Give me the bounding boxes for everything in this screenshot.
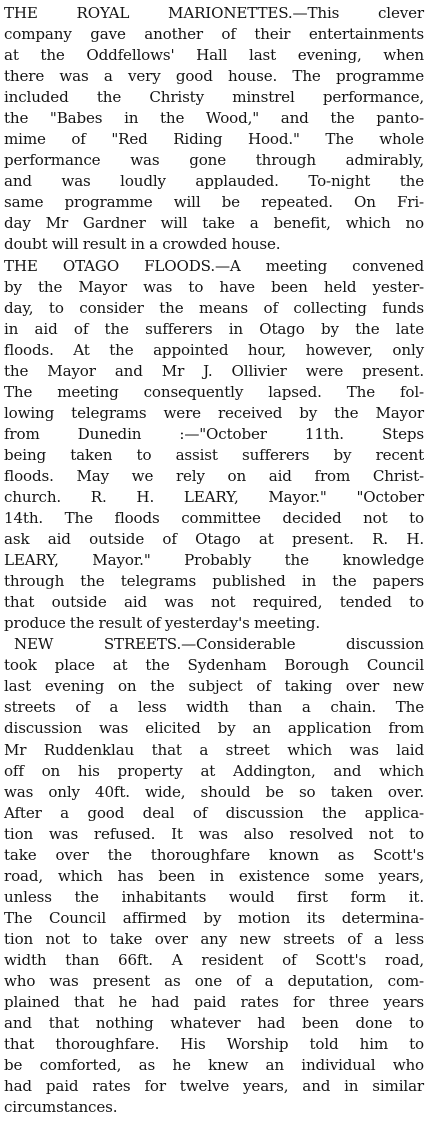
text-line: road, which has been in existence some years,: [4, 867, 424, 885]
text-line: width than 66ft. A resident of Scott's road,: [4, 951, 424, 969]
text-line: floods. May we rely on aid from Christ-: [4, 467, 424, 485]
text-line: by the Mayor was to have been held yester-: [4, 278, 424, 296]
text-line: After a good deal of discussion the applica-: [4, 804, 424, 822]
text-line: that thoroughfare. His Worship told him to: [4, 1035, 424, 1053]
text-line: and that nothing whatever had been done to: [4, 1014, 424, 1032]
text-line: produce the result of yesterday's meeting.: [4, 614, 321, 632]
text-line: 14th. The floods committee decided not to: [4, 509, 424, 527]
text-line: THE ROYAL MARIONETTES.—This clever: [4, 4, 424, 22]
text-line: be comforted, as he knew an individual who: [4, 1056, 424, 1074]
text-line: performance was gone through admirably,: [4, 151, 424, 169]
text-line: off on his property at Addington, and which: [4, 762, 424, 780]
text-line: had paid rates for twelve years, and in similar: [4, 1077, 424, 1095]
text-line: lowing telegrams were received by the Mayor: [4, 404, 424, 422]
text-line: through the telegrams published in the papers: [4, 572, 424, 590]
text-line: that outside aid was not required, tended to: [4, 593, 424, 611]
text-line: day, to consider the means of collecting funds: [4, 299, 424, 317]
text-line: LEARY, Mayor." Probably the knowledge: [4, 551, 424, 569]
text-line: The Council affirmed by motion its determina-: [4, 909, 424, 927]
text-line: streets of a less width than a chain. The: [4, 698, 424, 716]
text-line: mime of "Red Riding Hood." The whole: [4, 130, 424, 148]
text-line: in aid of the sufferers in Otago by the late: [4, 320, 424, 338]
text-line: tion not to take over any new streets of a less: [4, 930, 424, 948]
text-line: floods. At the appointed hour, however, only: [4, 341, 424, 359]
text-line: same programme will be repeated. On Fri-: [4, 193, 424, 211]
text-line: ask aid outside of Otago at present. R. H.: [4, 530, 424, 548]
text-line: take over the thoroughfare known as Scott's: [4, 846, 424, 864]
text-line: from Dunedin :—"October 11th. Steps: [4, 425, 424, 443]
text-line: and was loudly applauded. To-night the: [4, 172, 424, 190]
text-line: NEW STREETS.—Considerable discussion: [14, 635, 424, 653]
text-line: included the Christy minstrel performance,: [4, 88, 424, 106]
text-line: company gave another of their entertainments: [4, 25, 424, 43]
text-line: at the Oddfellows' Hall last evening, when: [4, 46, 424, 64]
text-line: the Mayor and Mr J. Ollivier were present.: [4, 362, 424, 380]
text-line: discussion was elicited by an application from: [4, 719, 424, 737]
text-line: who was present as one of a deputation, com-: [4, 972, 424, 990]
text-line: Mr Ruddenklau that a street which was laid: [4, 741, 424, 759]
text-line: being taken to assist sufferers by recent: [4, 446, 424, 464]
text-line: there was a very good house. The programme: [4, 67, 424, 85]
text-line: plained that he had paid rates for three years: [4, 993, 424, 1011]
text-line: took place at the Sydenham Borough Council: [4, 656, 424, 674]
newspaper-column: [4, 0, 424, 1129]
text-line: tion was refused. It was also resolved not to: [4, 825, 424, 843]
text-line: day Mr Gardner will take a benefit, which no: [4, 214, 424, 232]
text-line: THE OTAGO FLOODS.—A meeting convened: [4, 257, 424, 275]
text-line: last evening on the subject of taking over new: [4, 677, 424, 695]
text-line: unless the inhabitants would first form it.: [4, 888, 424, 906]
text-line: doubt will result in a crowded house.: [4, 235, 281, 253]
text-line: the "Babes in the Wood," and the panto-: [4, 109, 424, 127]
text-line: church. R. H. LEARY, Mayor." "October: [4, 488, 424, 506]
text-line: The meeting consequently lapsed. The fol-: [4, 383, 424, 401]
text-line: circumstances.: [4, 1098, 118, 1116]
text-line: was only 40ft. wide, should be so taken over.: [4, 783, 424, 801]
